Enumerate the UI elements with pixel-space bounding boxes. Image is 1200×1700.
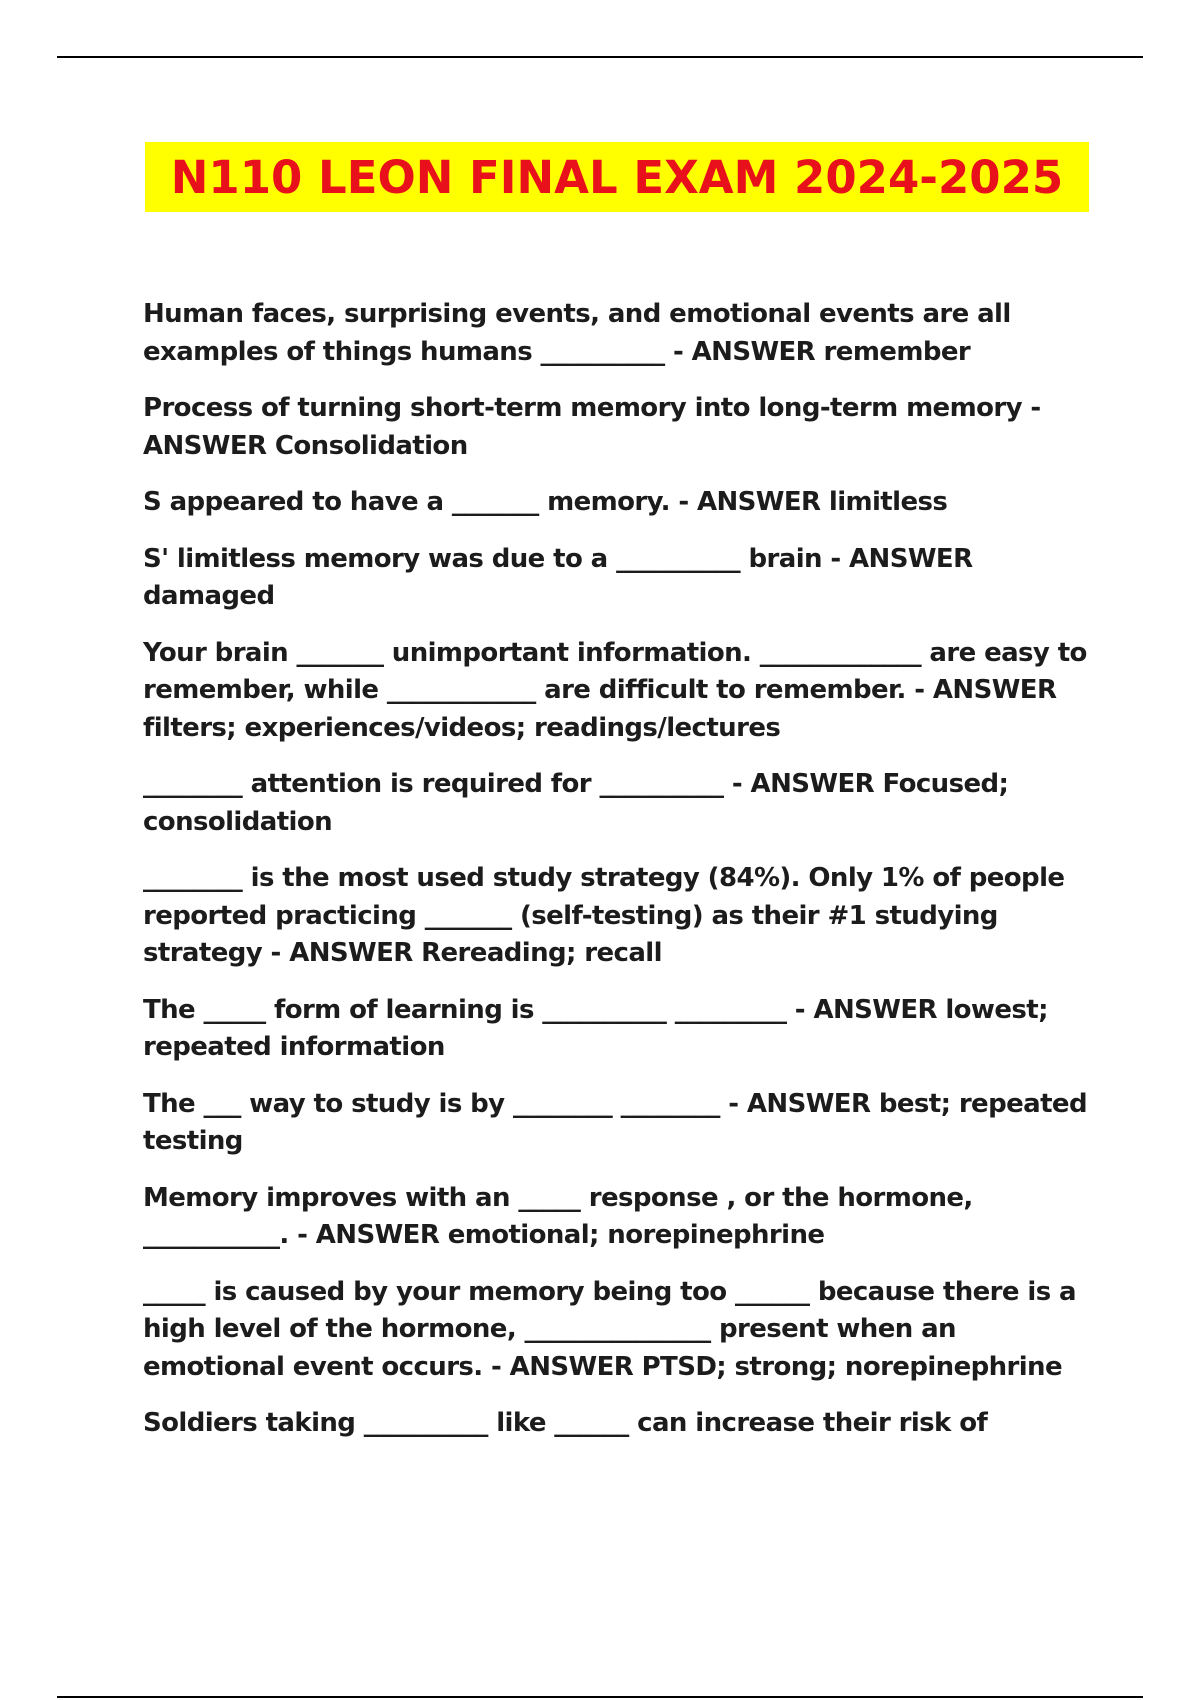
qa-item: _____ is caused by your memory being too ______ because there is a high level of the hormone, _______________ present when an emotional event occurs. - ANSWER PTSD; strong; norepinephrine xyxy=(143,1276,1076,1382)
qa-item: Memory improves with an _____ response , or the hormone, ___________. - ANSWER emotional; norepinephrine xyxy=(143,1182,973,1250)
qa-item: Soldiers taking __________ like ______ can increase their risk of xyxy=(143,1408,988,1438)
bottom-rule xyxy=(57,1696,1143,1698)
qa-item: S appeared to have a _______ memory. - ANSWER limitless xyxy=(143,487,948,517)
qa-item: S' limitless memory was due to a __________ brain - ANSWER damaged xyxy=(143,543,973,611)
qa-list xyxy=(143,296,1103,1462)
qa-item: Human faces, surprising events, and emotional events are all examples of things humans __________ - ANSWER remember xyxy=(143,299,1011,367)
document-title: N110 LEON FINAL EXAM 2024-2025 xyxy=(170,150,1064,204)
qa-item: Process of turning short-term memory into long-term memory - ANSWER Consolidation xyxy=(143,393,1041,461)
qa-item: ________ is the most used study strategy (84%). Only 1% of people reported practicing _______ (self-testing) as their #1 studying strategy - ANSWER Rereading; recall xyxy=(143,863,1065,968)
title-highlight xyxy=(145,142,1089,212)
qa-item: ________ attention is required for __________ - ANSWER Focused; consolidation xyxy=(143,769,1009,837)
qa-item: Your brain _______ unimportant information. _____________ are easy to remember, while ____________ are difficult to remember. - ANSWER filters; experiences/videos; readings/lectures xyxy=(143,637,1087,743)
qa-item: The ___ way to study is by ________ ________ - ANSWER best; repeated testing xyxy=(143,1088,1087,1156)
qa-item: The _____ form of learning is __________ _________ - ANSWER lowest; repeated information xyxy=(143,994,1048,1062)
top-rule xyxy=(57,56,1143,58)
